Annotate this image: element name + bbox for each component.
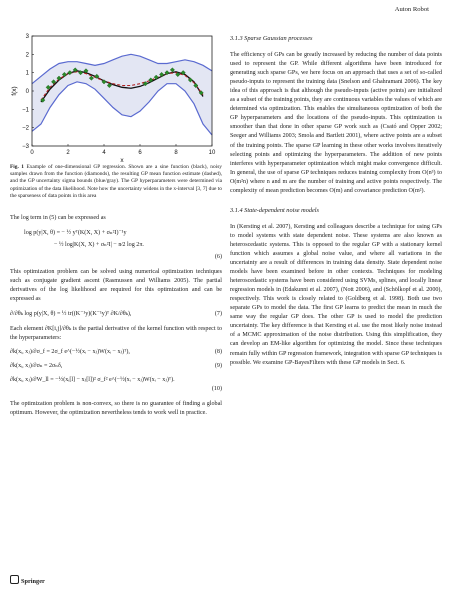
y-tick-label: −1 — [22, 107, 29, 114]
x-tick-label: 8 — [174, 150, 178, 156]
equation-9-body: ∂k(xᵢ, xⱼ)/∂σₙ = 2σₙδ, — [10, 362, 63, 369]
paragraph-optimization: This optimization problem can be solved using numerical optimization techniques such as conjugate gradient ascent (Rasmussen and Williams 2005). The partial derivatives of the log likelihood are required for this optimization and can be expressed as — [10, 269, 222, 303]
y-tick-label: −3 — [22, 144, 29, 150]
figure-caption — [10, 164, 222, 200]
y-tick-label: 0 — [25, 89, 29, 95]
section-heading-noise-models: 3.1.4 State-dependent noise models — [230, 206, 320, 214]
paragraph-noise-models: In (Kersting et al. 2007), Kersting and colleagues describe a technique for using GPs to model systems with state dependent noise. These systems are also known as heteroscedastic systems. This is opposed to the regular GP with a stationary kernel function which assumes a global noise value, and where all variations in the uncertainty are a result of differences in training data density. State dependent noise models have been examined before in other contexts. Techniques for modeling heteroscedastic systems have been considered using SVMs, splines, and locally linear regression models in (Edakunni et al. 2007), (Nott 2006), and (Schölkopf et al. 2000), respectively. This work is closely related to (Goldberg et al. 1998). Both use two separate GPs to model the data. The first GP learns to predict the mean in much the same way the regular GP does. The other GP is used to model the prediction uncertainty. The key difference is that Kersting et al. use the most likely noise instead of a MCMC approximation of the noise distribution. Using this simplification, they can develop an EM-like algorithm for optimizing the model. Since these techniques remain fully within GP regression framework, integration with sparse GP techniques is possible. We examine GP-BayesFilters with these GP models in Sect. 6. — [230, 223, 442, 366]
figure-label: Fig. 1 — [10, 164, 24, 170]
figure-caption-text: Example of one-dimensional GP regression. Shown are a sine function (black), noisy samples drawn from the function (diamonds), the resulting GP mean function estimate (dashed), and the GP uncertainty sigma bounds (blue/gray). The GP hyperparameters were determined via optimization of the data likelihood. Note how the uncertainty widens in the x-interval [3, 7] due to the sparseness of data points in this area — [10, 164, 222, 199]
paragraph-sparse-gp: The efficiency of GPs can be greatly increased by reducing the number of data points used to represent the GP. While different algorithms have been introduced for generating such sparse GPs, we here focus on an approach that uses a set of so-called pseudo-inputs to represent the training data (Snelson and Ghahramani 2006). The key idea of this approach is that although the pseudo-inputs (active points) are initialized as a subset of the training points, they are continuous variables the values of which are determined via optimization. This enables the simultaneous optimization of both the GP hyperparameters and the locations of the pseudo-inputs. This optimization is smoother than that done in other sparse GP work such as (Csató and Opper 2002; Seeger and Williams 2003; Smola and Bartlett 2001), where active points are a subset of the training points. The sparse GP learning in these other works involves iteratively selecting points and optimizing the hyperparameters. The addition of new points interferes with hyperparameter optimization which might make convergence difficult. In general, the use of sparse GP techniques reduces training complexity from O(n³) to O(m²n) where n and m are the number of training and active points respectively. The complexity of mean prediction becomes O(m) and covariance prediction O(m²). — [230, 52, 442, 194]
x-tick-label: 4 — [102, 150, 106, 156]
x-tick-label: 2 — [66, 150, 70, 156]
y-tick-label: 3 — [25, 34, 29, 40]
equation-9-number: (9) — [214, 362, 222, 369]
x-tick-label: 10 — [208, 150, 216, 156]
publisher-name: Springer — [21, 578, 45, 585]
equation-6-line2: − ½ log|K(X, X) + σₙ²I| − n⁄2 log 2π. — [54, 242, 144, 249]
equation-10-body: ∂k(xᵢ, xⱼ)/∂W_ll = −½(xᵢ[l] − xⱼ[l])² σ_f² e^(−½(xᵢ − xⱼ)W(xᵢ − xⱼ)ᵀ). — [10, 376, 175, 383]
equation-7 — [10, 310, 222, 319]
section-heading-sparse-gp: 3.1.3 Sparse Gaussian processes — [230, 35, 313, 42]
equation-8-number: (8) — [214, 348, 222, 355]
equation-8 — [10, 348, 222, 357]
x-tick-label: 6 — [138, 150, 142, 156]
equation-8-body: ∂k(xᵢ, xⱼ)/∂σ_f = 2σ_f e^(−½(xᵢ − xⱼ)W(xᵢ − xⱼ)ᵀ), — [10, 348, 130, 355]
paragraph-log-term: The log term in (5) can be expressed as — [10, 215, 106, 222]
right-column — [230, 34, 442, 368]
equation-6-number: (6) — [214, 254, 222, 261]
equation-10-number: (10) — [211, 385, 222, 392]
y-axis-label: f(x) — [11, 86, 18, 96]
y-tick-label: −2 — [22, 125, 29, 132]
springer-logo-icon — [10, 575, 19, 584]
paragraph-non-convex: The optimization problem is non-convex, so there is no guarantee of finding a global optimum. However, the optimization nevertheless tends to work well in practice. — [10, 400, 222, 416]
equation-10 — [10, 376, 222, 394]
equation-9 — [10, 362, 222, 371]
journal-header: Auton Robot — [394, 6, 429, 13]
equation-7-number: (7) — [214, 311, 222, 318]
paragraph-partial-derivative: Each element ∂K[i,j]/∂θₖ is the partial derivative of the kernel function with respect to the hyperparameters: — [10, 326, 222, 342]
y-tick-label: 1 — [25, 70, 29, 77]
publisher-footer — [10, 575, 45, 585]
y-tick-label: 2 — [25, 52, 29, 59]
x-axis-label: x — [120, 157, 124, 162]
equation-7-body: ∂/∂θₖ log p(y|X, θ) = ½ tr((K⁻¹y)(K⁻¹y)ᵀ ∂K/∂θₖ), — [10, 311, 132, 318]
x-tick-label: 0 — [30, 150, 34, 156]
equation-6-line1: log p(y|X, θ) = − ½ yᵀ(K(X, X) + σₙ²I)⁻¹y — [24, 230, 127, 237]
equation-6 — [10, 229, 222, 262]
gp-regression-chart — [10, 30, 222, 162]
